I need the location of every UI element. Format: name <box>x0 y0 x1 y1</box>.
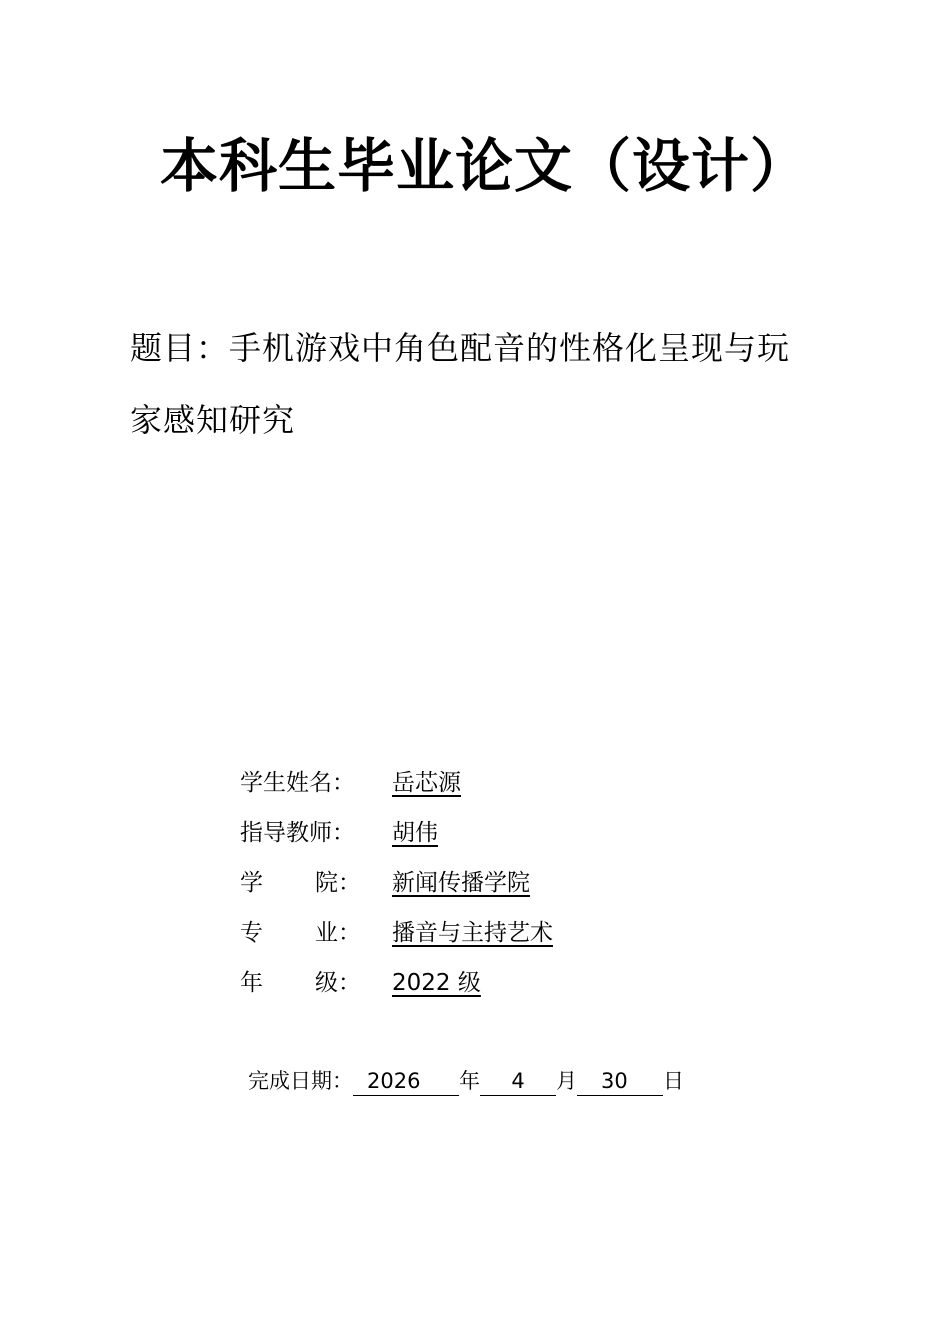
subject-label: 题目： <box>130 329 230 367</box>
advisor-label: 指导教师： <box>240 820 355 846</box>
college-label-first: 学 <box>240 870 263 896</box>
major-value: 播音与主持艺术 <box>392 920 553 946</box>
grade-value: 2022 级 <box>392 970 481 996</box>
completion-date-label: 完成日期： <box>248 1069 353 1093</box>
student-name-label: 学生姓名： <box>240 770 355 796</box>
major-label <box>240 910 366 956</box>
year-unit: 年 <box>459 1069 480 1093</box>
grade-label-second: 级： <box>315 970 361 996</box>
advisor-value: 胡伟 <box>392 820 438 846</box>
advisor-row <box>240 810 760 860</box>
completion-date <box>248 1064 684 1098</box>
subject-line-2: 家感知研究 <box>130 401 296 439</box>
major-row <box>240 910 760 960</box>
completion-day: 30 <box>577 1067 663 1096</box>
student-info <box>240 760 760 1010</box>
college-row <box>240 860 760 910</box>
grade-label <box>240 960 366 1006</box>
college-value: 新闻传播学院 <box>392 870 530 896</box>
college-label <box>240 860 366 906</box>
completion-year: 2026 <box>353 1067 459 1096</box>
subject-line-1 <box>130 312 850 384</box>
thesis-subject <box>130 312 850 456</box>
major-label-second: 业： <box>315 920 361 946</box>
subject-text-1: 手机游戏中角色配音的性格化呈现与玩 <box>229 329 791 367</box>
day-unit: 日 <box>663 1069 684 1093</box>
college-label-second: 院： <box>315 870 361 896</box>
cover-title: 本科生毕业论文（设计） <box>160 132 810 200</box>
student-name-value: 岳芯源 <box>392 770 461 796</box>
grade-label-first: 年 <box>240 970 263 996</box>
month-unit: 月 <box>556 1069 577 1093</box>
student-name-row <box>240 760 760 810</box>
grade-row <box>240 960 760 1010</box>
major-label-first: 专 <box>240 920 263 946</box>
completion-month: 4 <box>480 1067 556 1096</box>
